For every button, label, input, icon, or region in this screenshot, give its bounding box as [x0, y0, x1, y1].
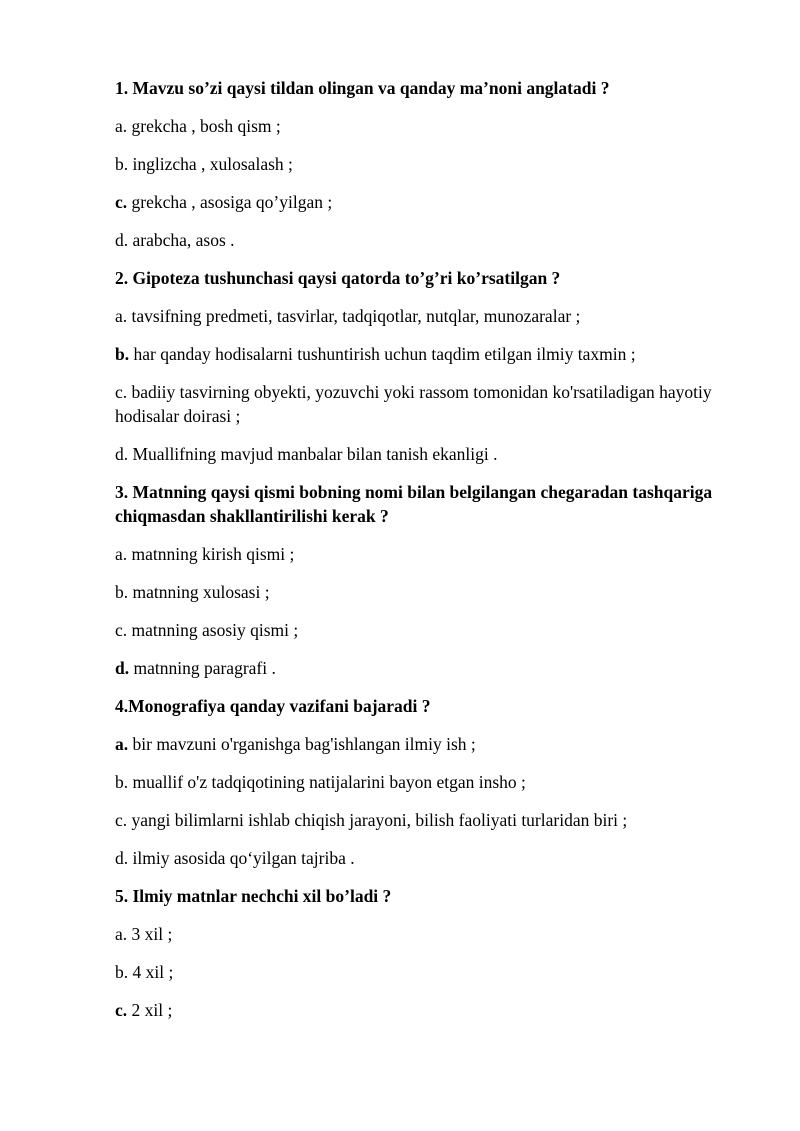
option-letter: c.	[115, 382, 128, 402]
option-text: inglizcha , xulosalash ;	[128, 154, 293, 174]
question-2-option-c	[115, 380, 715, 428]
option-text: grekcha , bosh qism ;	[127, 116, 281, 136]
option-text: matnning paragrafi .	[129, 658, 276, 678]
option-text: matnning asosiy qismi ;	[127, 620, 299, 640]
option-letter: c.	[115, 810, 128, 830]
question-5-option-b	[115, 960, 715, 984]
question-4-option-c	[115, 808, 715, 832]
question-1-option-c	[115, 190, 715, 214]
option-letter: b.	[115, 154, 129, 174]
option-letter: a.	[115, 306, 128, 326]
option-letter: c.	[115, 620, 128, 640]
option-letter: a.	[115, 116, 128, 136]
option-letter-correct: c.	[115, 1000, 128, 1020]
question-3-option-a	[115, 542, 715, 566]
option-text: arabcha, asos .	[128, 230, 235, 250]
option-text: matnning xulosasi ;	[128, 582, 270, 602]
option-text: har qanday hodisalarni tushuntirish uchun taqdim etilgan ilmiy taxmin ;	[129, 344, 636, 364]
question-5-option-a	[115, 922, 715, 946]
option-text: muallif o'z tadqiqotining natijalarini bayon etgan insho ;	[128, 772, 526, 792]
option-letter-correct: d.	[115, 658, 130, 678]
question-2-option-b	[115, 342, 715, 366]
question-5-option-c	[115, 998, 715, 1022]
option-text: Muallifning mavjud manbalar bilan tanish ekanligi .	[128, 444, 498, 464]
option-text: 3 xil ;	[127, 924, 173, 944]
quiz-content	[115, 76, 715, 1036]
question-1-option-a	[115, 114, 715, 138]
option-letter-correct: b.	[115, 344, 130, 364]
question-3-option-d	[115, 656, 715, 680]
option-letter: d.	[115, 848, 129, 868]
option-letter: a.	[115, 544, 128, 564]
question-1: 1. Mavzu so’zi qaysi tildan olingan va qanday ma’noni anglatadi ?	[115, 78, 610, 98]
option-text: badiiy tasvirning obyekti, yozuvchi yoki rassom tomonidan ko'rsatiladigan hayotiy hodisalar doirasi ;	[115, 382, 712, 426]
question-5: 5. Ilmiy matnlar nechchi xil bo’ladi ?	[115, 886, 392, 906]
option-letter: d.	[115, 230, 129, 250]
option-letter: d.	[115, 444, 129, 464]
option-letter: b.	[115, 962, 129, 982]
option-text: 4 xil ;	[128, 962, 174, 982]
option-letter-correct: c.	[115, 192, 128, 212]
question-3-option-b	[115, 580, 715, 604]
option-letter: b.	[115, 772, 129, 792]
option-text: yangi bilimlarni ishlab chiqish jarayoni, bilish faoliyati turlaridan biri ;	[127, 810, 628, 830]
option-text: matnning kirish qismi ;	[127, 544, 295, 564]
question-2-option-d	[115, 442, 715, 466]
question-3-option-c	[115, 618, 715, 642]
question-4-option-d	[115, 846, 715, 870]
option-letter: b.	[115, 582, 129, 602]
option-letter: a.	[115, 924, 128, 944]
question-1-option-b	[115, 152, 715, 176]
question-3: 3. Matnning qaysi qismi bobning nomi bilan belgilangan chegaradan tashqariga chiqmasdan shakllantirilishi kerak ?	[115, 482, 713, 526]
option-text: bir mavzuni o'rganishga bag'ishlangan ilmiy ish ;	[128, 734, 476, 754]
option-text: tavsifning predmeti, tasvirlar, tadqiqotlar, nutqlar, munozaralar ;	[127, 306, 581, 326]
question-2: 2. Gipoteza tushunchasi qaysi qatorda to’g’ri ko’rsatilgan ?	[115, 268, 561, 288]
question-4-option-b	[115, 770, 715, 794]
option-text: grekcha , asosiga qo’yilgan ;	[127, 192, 333, 212]
question-2-option-a	[115, 304, 715, 328]
question-1-option-d	[115, 228, 715, 252]
option-text: 2 xil ;	[127, 1000, 173, 1020]
question-4: 4.Monografiya qanday vazifani bajaradi ?	[115, 696, 431, 716]
question-4-option-a	[115, 732, 715, 756]
option-letter-correct: a.	[115, 734, 129, 754]
option-text: ilmiy asosida qo‘yilgan tajriba .	[128, 848, 355, 868]
